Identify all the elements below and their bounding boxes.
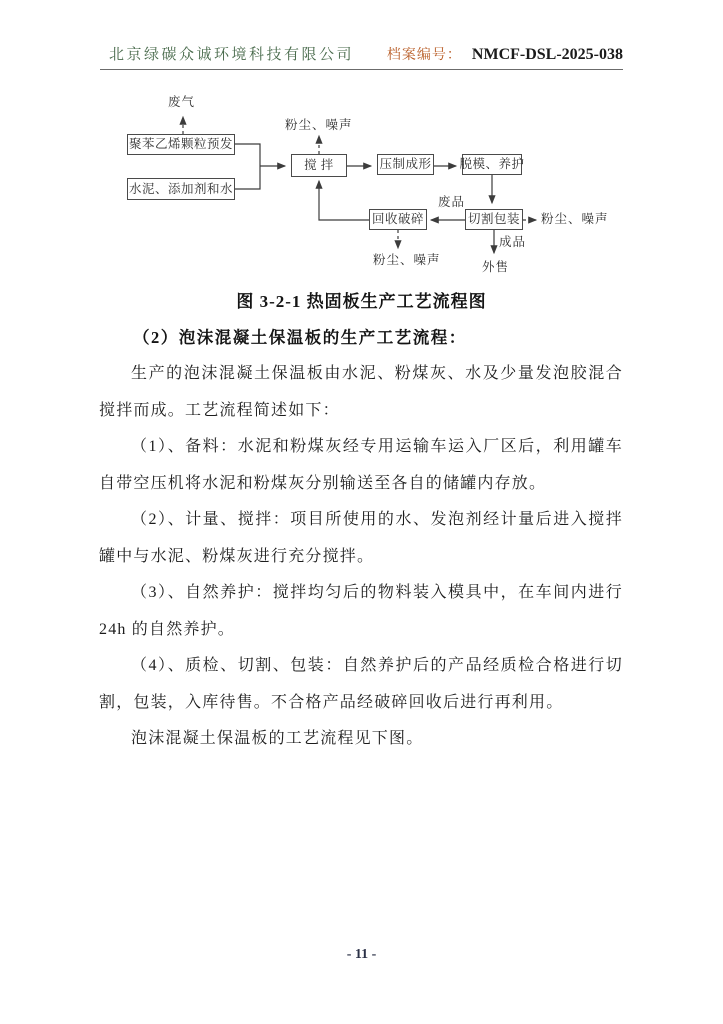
section-heading: （2）泡沫混凝土保温板的生产工艺流程： <box>133 328 467 347</box>
archive-number-value: NMCF-DSL-2025-038 <box>471 46 623 63</box>
paragraph-step-2: （2）、计量、搅拌：项目所使用的水、发泡剂经计量后进入搅拌罐中与水泥、粉煤灰进行充分搅拌。 <box>99 511 623 565</box>
label-waste-gas: 废气 <box>168 95 196 109</box>
paragraph-closing: 泡沫混凝土保温板的工艺流程见下图。 <box>131 730 424 747</box>
paragraph-step-3: （3）、自然养护：搅拌均匀后的物料装入模具中，在车间内进行 24h 的自然养护。 <box>99 584 623 638</box>
figure-caption: 图 3-2-1 热固板生产工艺流程图 <box>236 292 487 311</box>
node-demold-cure: 脱模、养护 <box>462 154 522 175</box>
node-recycle-crush: 回收破碎 <box>369 209 427 230</box>
node-press-forming: 压制成形 <box>377 154 434 175</box>
label-dust-noise-cut: 粉尘、噪声 <box>541 212 609 226</box>
paragraph-step-1: （1）、备料：水泥和粉煤灰经专用运输车运入厂区后，利用罐车自带空压机将水泥和粉煤灰分别输送至各自的储罐内存放。 <box>99 438 623 492</box>
body-text <box>99 356 623 758</box>
label-external-sale: 外售 <box>482 260 510 274</box>
page-header <box>100 48 623 70</box>
label-dust-noise-stir: 粉尘、噪声 <box>285 118 353 132</box>
page-number: - 11 - <box>346 947 377 962</box>
label-waste-product: 废品 <box>438 195 466 209</box>
label-dust-noise-recycle: 粉尘、噪声 <box>373 253 441 267</box>
company-name: 北京绿碳众诚环境科技有限公司 <box>109 47 355 63</box>
paragraph-step-4: （4）、质检、切割、包装：自然养护后的产品经质检合格进行切割，包装，入库待售。不合格产品经破碎回收后进行再利用。 <box>99 657 623 711</box>
node-cement-additive-water: 水泥、添加剂和水 <box>127 178 235 200</box>
node-stir: 搅 拌 <box>291 154 347 177</box>
node-pre-expansion: 聚苯乙烯颗粒预发 <box>127 134 235 155</box>
paragraph-intro: 生产的泡沫混凝土保温板由水泥、粉煤灰、水及少量发泡胶混合搅拌而成。工艺流程简述如下： <box>99 365 623 419</box>
node-cut-pack: 切割包装 <box>465 209 523 230</box>
archive-number-group <box>387 44 623 64</box>
archive-number-label: 档案编号： <box>386 48 462 63</box>
label-finished-product: 成品 <box>499 235 527 249</box>
process-flowchart <box>100 90 623 285</box>
